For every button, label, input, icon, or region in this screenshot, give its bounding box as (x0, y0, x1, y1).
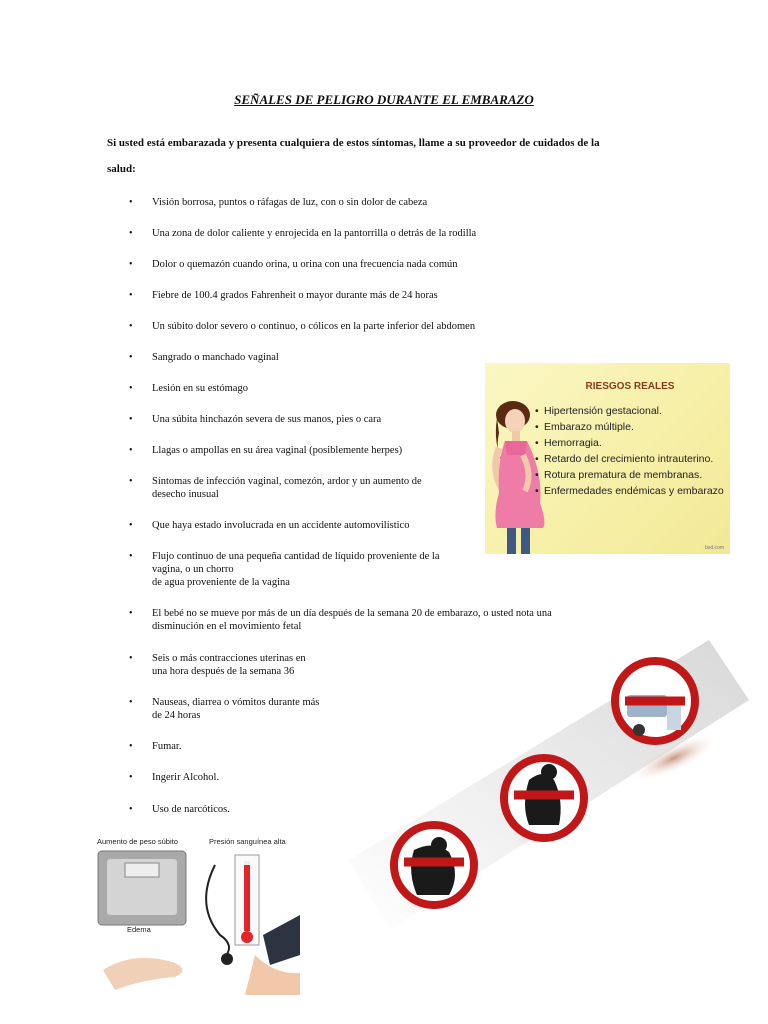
symptom-text: Visión borrosa, puntos o ráfagas de luz, con o sin dolor de cabeza (152, 197, 428, 208)
symptom-text: Flujo continuo de una pequeña cantidad de líquido proveniente de la vagina, o un chorro de agua proveniente de la vagina (152, 551, 440, 588)
no-drugs-sign-icon (615, 661, 695, 741)
bullet-dot: • (129, 520, 133, 531)
riesgos-reales-image (485, 363, 730, 554)
bullet-dot: • (129, 290, 133, 301)
symptom-text: El bebé no se mueve por más de un día después de la semana 20 de embarazo, o usted nota una disminución en el movimiento fetal (152, 608, 552, 632)
symptom-text: Llagas o ampollas en su área vaginal (posiblemente herpes) (152, 445, 403, 456)
bullet-dot: • (129, 476, 133, 487)
swollen-hand-icon (103, 958, 183, 990)
symptom-text: Lesión en su estómago (152, 383, 248, 394)
riesgo-item: • Rotura prematura de membranas. (535, 469, 724, 482)
image-watermark: bsd.com (705, 545, 724, 551)
weighing-scale-icon (98, 851, 186, 925)
symptom-text: Sangrado o manchado vaginal (152, 352, 279, 363)
bullet-dot: • (129, 352, 133, 363)
riesgo-item: • Embarazo múltiple. (535, 421, 724, 434)
no-alcohol-sign-icon (504, 758, 584, 838)
prohibition-signs-image (349, 640, 749, 930)
symptom-text: Fumar. (152, 741, 182, 752)
symptom-text: Una súbita hinchazón severa de sus manos, pies o cara (152, 414, 382, 425)
symptom-text: Síntomas de infección vaginal, comezón, ardor y un aumento de desecho inusual (152, 476, 422, 500)
riesgos-list (535, 405, 724, 501)
bullet-dot: • (129, 228, 133, 239)
bullet-dot: • (129, 804, 133, 815)
symptom-text: Que haya estado involucrada en un accidente automovilístico (152, 520, 410, 531)
bullet-dot: • (129, 445, 133, 456)
symptom-text: Uso de narcóticos. (152, 804, 230, 815)
symptom-text: Fiebre de 100.4 grados Fahrenheit o mayor durante más de 24 horas (152, 290, 438, 301)
bullet-dot: • (129, 197, 133, 208)
riesgos-title: RIESGOS REALES (585, 381, 675, 392)
bullet-dot: • (129, 608, 133, 619)
symptom-text: Una zona de dolor caliente y enrojecida en la pantorrilla o detrás de la rodilla (152, 228, 477, 239)
bullet-dot: • (129, 414, 133, 425)
bullet-dot: • (129, 551, 133, 562)
no-smoking-sign-icon (394, 825, 474, 905)
weight-label: Aumento de peso súbito (97, 837, 178, 846)
riesgo-item: • Hipertensión gestacional. (535, 405, 724, 418)
page-title: SEÑALES DE PELIGRO DURANTE EL EMBARAZO (234, 92, 534, 107)
symptom-text: Dolor o quemazón cuando orina, u orina con una frecuencia nada común (152, 259, 458, 270)
blood-pressure-gauge-icon (235, 855, 259, 945)
medical-illustration (95, 845, 300, 995)
bullet-dot: • (129, 383, 133, 394)
symptom-text: Nauseas, diarrea o vómitos durante más de 24 horas (152, 697, 320, 721)
bullet-dot: • (129, 321, 133, 332)
riesgo-item: • Enfermedades endémicas y embarazo (535, 485, 724, 498)
bp-cuff-icon (263, 915, 300, 965)
bullet-dot: • (129, 259, 133, 270)
pressure-label: Presión sanguínea alta (209, 837, 286, 846)
symptom-text: Un súbito dolor severo o continuo, o cólicos en la parte inferior del abdomen (152, 321, 476, 332)
symptom-text: Seis o más contracciones uterinas en una hora después de la semana 36 (152, 653, 306, 677)
edema-label: Edema (127, 925, 151, 934)
bullet-dot: • (129, 741, 133, 752)
symptom-text: Ingerir Alcohol. (152, 772, 220, 783)
riesgo-item: • Hemorragia. (535, 437, 724, 450)
stethoscope-icon (206, 865, 229, 957)
riesgo-item: • Retardo del crecimiento intrauterino. (535, 453, 724, 466)
medical-signs-image (95, 833, 300, 993)
bullet-dot: • (129, 653, 133, 664)
bullet-dot: • (129, 697, 133, 708)
intro-paragraph: Si usted está embarazada y presenta cualquiera de estos síntomas, llame a su proveedor de cuidados de la salud: (107, 137, 600, 175)
bullet-dot: • (129, 772, 133, 783)
